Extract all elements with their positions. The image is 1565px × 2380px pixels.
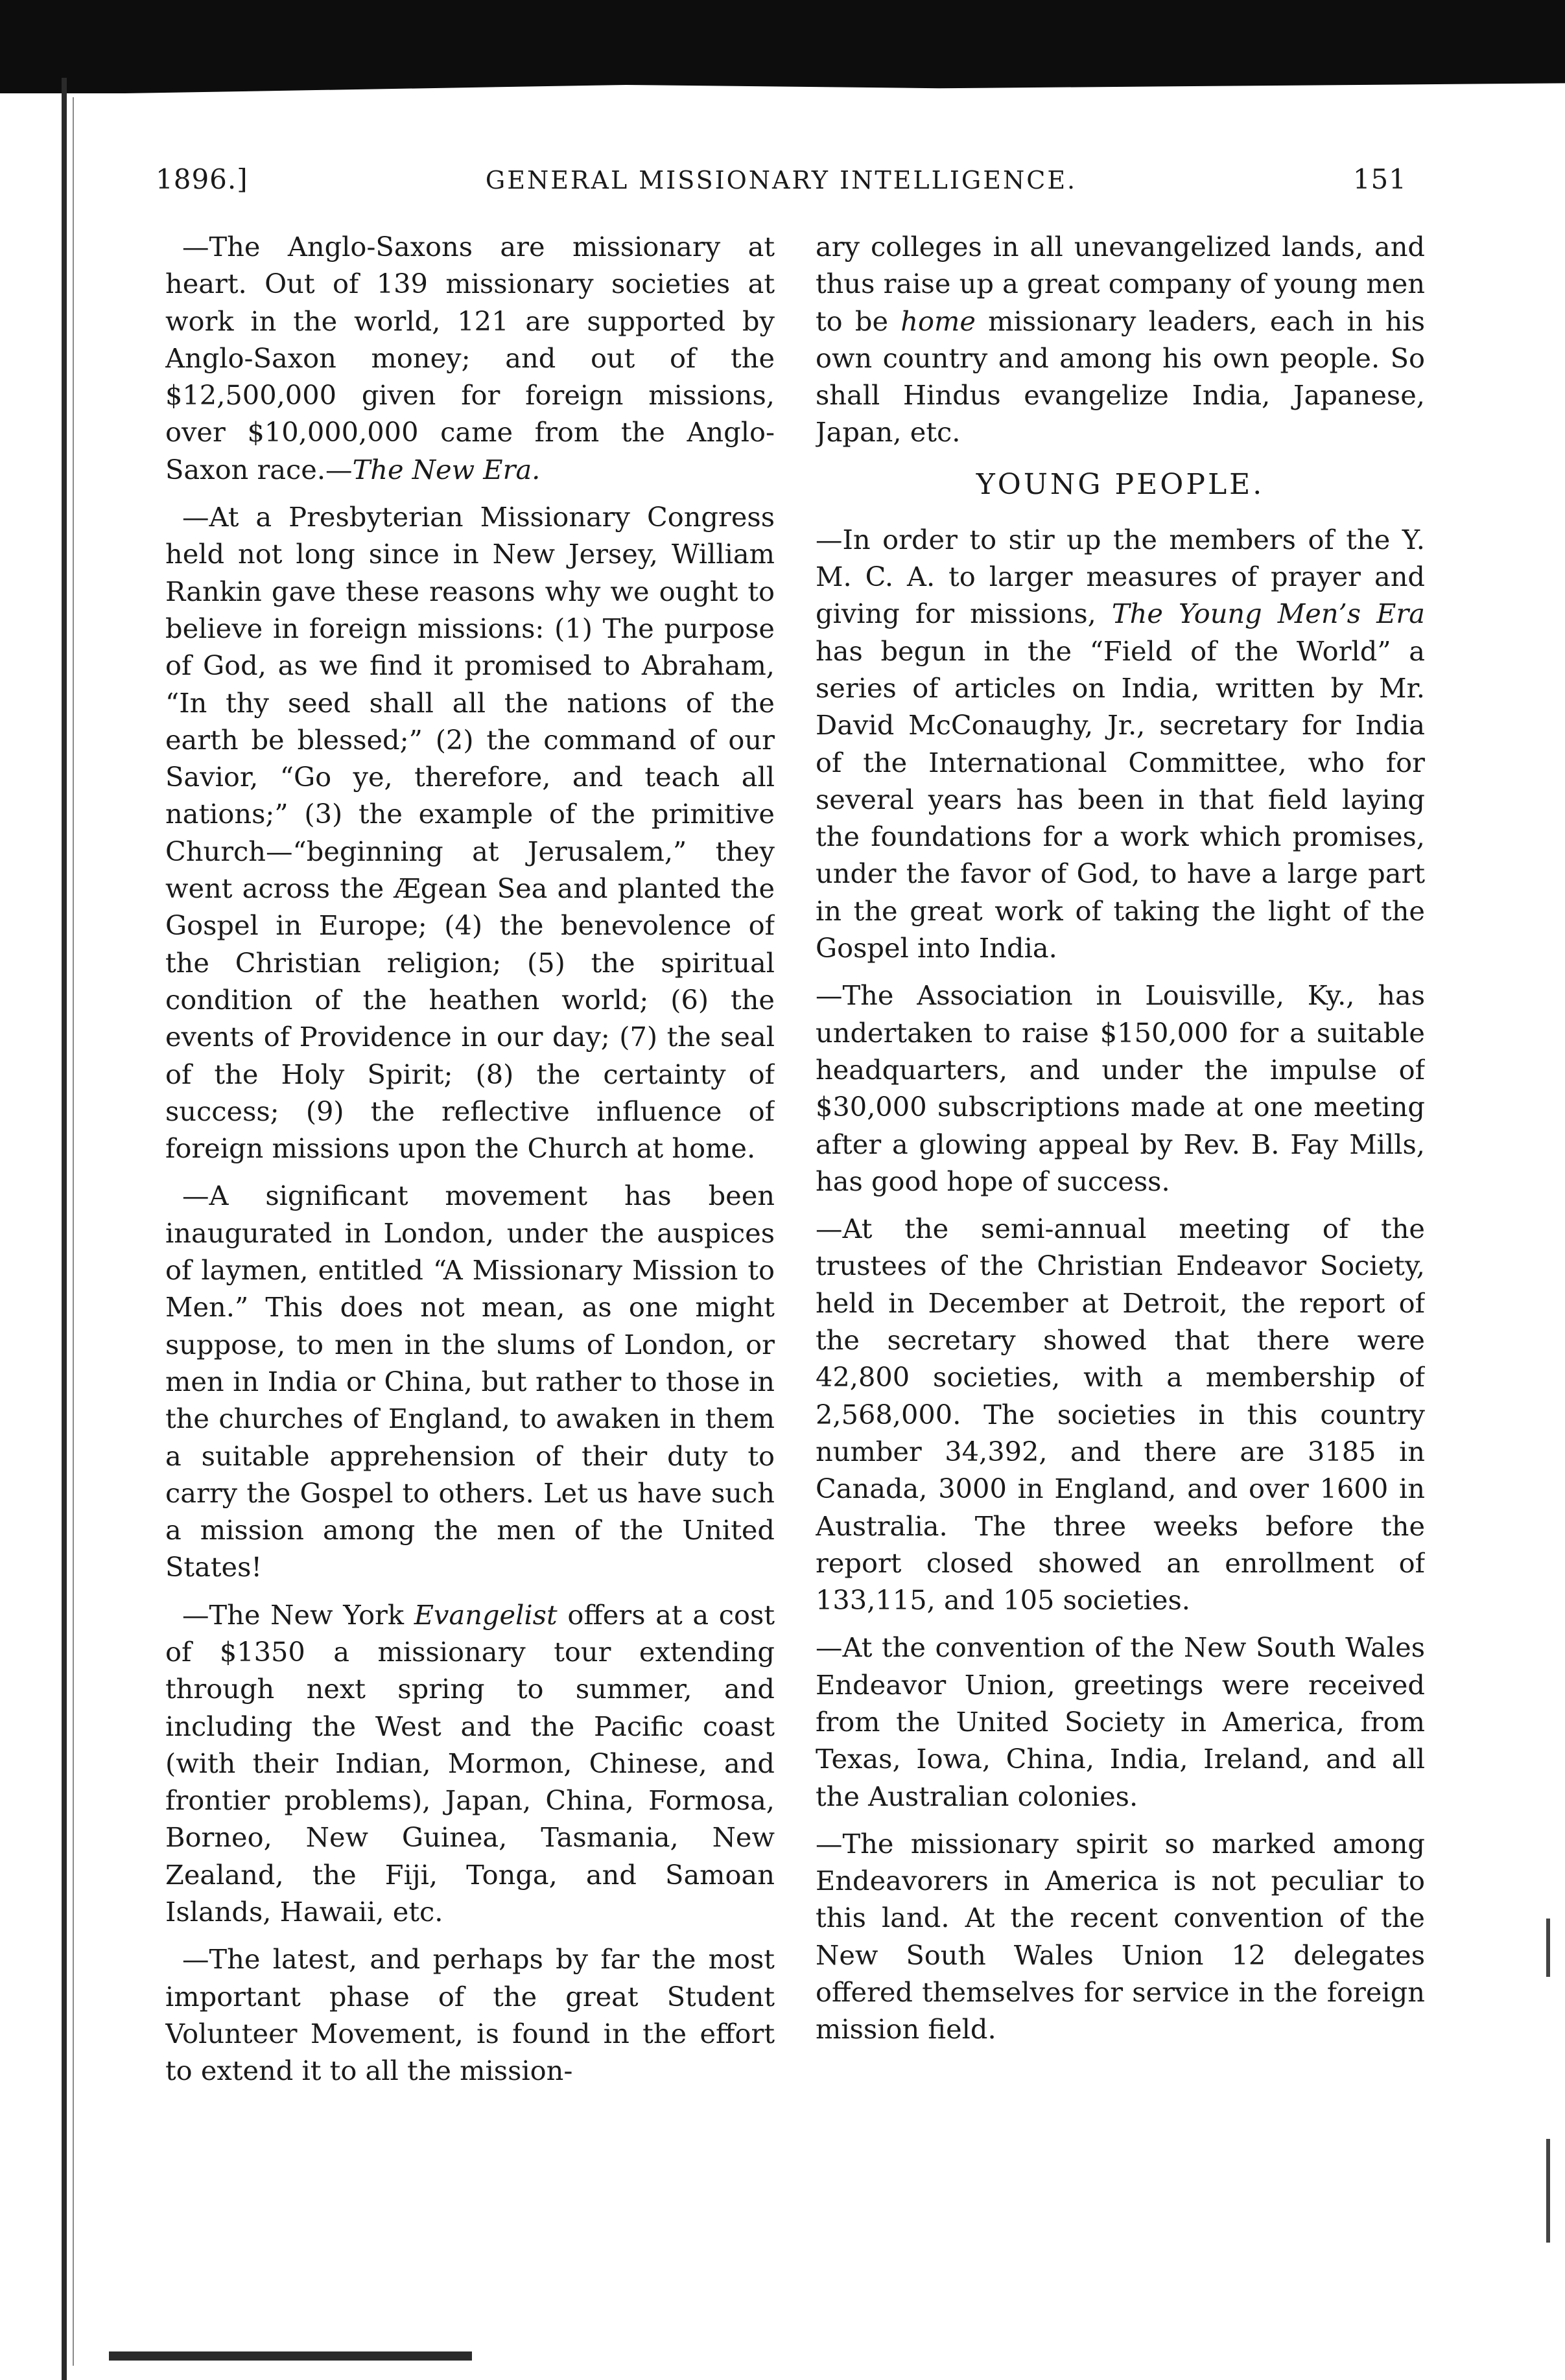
citation-new-era: The New Era. bbox=[352, 453, 541, 485]
header-title: GENERAL MISSIONARY INTELLIGENCE. bbox=[485, 166, 1077, 194]
scan-right-speck bbox=[1546, 2139, 1550, 2243]
scan-top-border bbox=[0, 0, 1565, 76]
left-column bbox=[165, 228, 775, 2341]
paragraph-nsw-convention: —At the convention of the New South Wales Endeavor Union, greetings were received from the United Society in America, from Texas, Iowa, China, India, Ireland, and all the Australian colonies. bbox=[816, 1631, 1425, 1812]
paragraph-ymca: —In order to stir up the members of the Y. M. C. A. to larger measures of prayer and giving for missions, The Young Men’s Era has begun in the “Field of the World” a series of articles on India, written by Mr. David McConaughy, Jr., secretary for India of the International Committee, who for several years has been in that field laying the foundations for a work which promises, under the favor of God, to have a large part in the great work of taking the light of the Gospel into India. bbox=[816, 523, 1425, 964]
scan-left-edge bbox=[62, 78, 67, 2380]
scan-right-speck bbox=[1546, 1919, 1550, 1977]
header-year: 1896.] bbox=[156, 163, 248, 195]
paragraph-student-volunteer: —The latest, and perhaps by far the most important phase of the great Student Volunteer Movement, is found in the effort to extend it to all the mission- bbox=[165, 1943, 775, 2087]
right-column bbox=[816, 228, 1425, 2341]
paragraph-evangelist-tour: —The New York Evangelist offers at a cost of $1350 a missionary tour extending through next spring to summer, and including the West and the Pacific coast (with their Indian, Mormon, Chinese, and frontier problems), Japan, China, Formosa, Borneo, New Guinea, Tasmania, New Zealand, the Fiji, Tonga, and Samoan Islands, Hawaii, etc. bbox=[165, 1598, 775, 1928]
paragraph-missionary-mission-to-men: —A significant movement has been inaugurated in London, under the auspices of laymen, entitled “A Missionary Mission to Men.” This does not mean, as one might suppose, to men in the slums of London, or men in India or China, but rather to those in the churches of England, to awaken in them a suitable apprehension of their duty to carry the Gospel to others. Let us have such a mission among the men of the United States! bbox=[165, 1180, 775, 1583]
scan-top-border-edge bbox=[0, 76, 1565, 93]
paragraph-missionary-spirit: —The missionary spirit so marked among Endeavorers in America is not peculiar to this land. At the recent convention of the New South Wales Union 12 delegates offered themselves for service in the foreign mission field. bbox=[816, 1827, 1425, 2046]
paragraph-christian-endeavor: —At the semi-annual meeting of the trustees of the Christian Endeavor Society, held in December at Detroit, the report of the secretary showed that there were 42,800 societies, with a membership of 2,568,000. The societies in this country number 34,392, and there are 3185 in Canada, 3000 in England, and over 1600 in Australia. The three weeks before the report closed showed an enrollment of 133,115, and 105 societies. bbox=[816, 1213, 1425, 1616]
paragraph-mission-colleges: ary colleges in all unevangelized lands, and thus raise up a great company of young men to be home missionary leaders, each in his own country and among his own people. So shall Hindus evangelize India, Japanese, Japan, etc. bbox=[816, 231, 1425, 449]
running-head bbox=[156, 163, 1407, 215]
scan-bottom-mark bbox=[109, 2351, 472, 2361]
section-heading-young-people: YOUNG PEOPLE. bbox=[976, 467, 1265, 501]
paragraph-presbyterian-congress: —At a Presbyterian Missionary Congress held not long since in New Jersey, William Rankin gave these reasons why we ought to believe in foreign missions: (1) The purpose of God, as we find it promised to Abraham, “In thy seed shall all the nations of the earth be blessed;” (2) the command of our Savior, “Go ye, therefore, and teach all nations;” (3) the example of the primitive Church—“beginning at Jerusalem,” they went across the Ægean Sea and planted the Gospel in Europe; (4) the benevolence of the Christian religion; (5) the spiritual condition of the heathen world; (6) the events of Providence in our day; (7) the seal of the Holy Spirit; (8) the certainty of success; (9) the reflective influence of foreign missions upon the Church at home. bbox=[165, 501, 775, 1165]
paragraph-anglo-saxons: —The Anglo-Saxons are missionary at heart. Out of 139 missionary societies at work in the world, 121 are supported by Anglo-Saxon money; and out of the $12,500,000 given for foreign missions, over $10,000,000 came from the Anglo-Saxon race.—The New Era. bbox=[165, 231, 775, 485]
page-number: 151 bbox=[1352, 163, 1407, 195]
scan-left-edge-line bbox=[73, 97, 74, 2366]
paragraph-louisville: —The Association in Louisville, Ky., has undertaken to raise $150,000 for a suitable headquarters, and under the impulse of $30,000 subscriptions made at one meeting after a glowing appeal by Rev. B. Fay Mills, has good hope of success. bbox=[816, 979, 1425, 1197]
